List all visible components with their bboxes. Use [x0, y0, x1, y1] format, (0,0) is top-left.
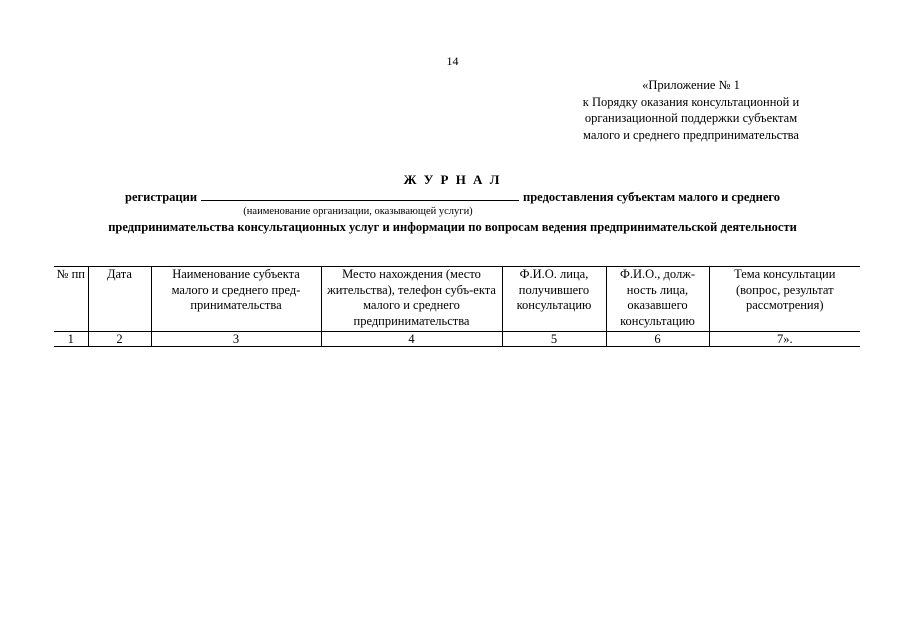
- journal-subtitle: предпринимательства консультационных услуг и информации по вопросам ведения предпринимательской деятельности: [108, 220, 797, 234]
- journal-table: [54, 266, 860, 347]
- appendix-line: к Порядку оказания консультационной и: [582, 94, 800, 109]
- table-cell: 5: [502, 332, 606, 347]
- table-cell: 3: [151, 332, 321, 347]
- table-cell: 2: [88, 332, 151, 347]
- table-cell: 7».: [709, 332, 860, 347]
- organization-blank: [201, 189, 519, 201]
- column-header: Ф.И.О. лица, получившего консультацию: [502, 267, 606, 332]
- table-cell: 1: [54, 332, 88, 347]
- column-header: Дата: [88, 267, 151, 332]
- column-header: Ф.И.О., долж-ность лица, оказавшего консультацию: [606, 267, 709, 332]
- appendix-line: малого и среднего предпринимательства: [583, 127, 799, 142]
- header-row: [54, 267, 860, 332]
- column-header: Наименование субъекта малого и среднего пред-принимательства: [151, 267, 321, 332]
- table-cell: 6: [606, 332, 709, 347]
- appendix-line: организационной поддержки субъектам: [584, 111, 798, 125]
- page-number: 14: [446, 54, 459, 68]
- journal-title: Ж У Р Н А Л: [403, 172, 502, 187]
- table-row: [54, 332, 860, 347]
- column-header: Тема консультации (вопрос, результат рассмотрения): [709, 267, 860, 332]
- table-cell: 4: [321, 332, 502, 347]
- column-header: № пп: [54, 267, 88, 332]
- registration-prefix: регистрации: [125, 190, 198, 204]
- organization-caption: (наименование организации, оказывающей услуги): [243, 206, 473, 217]
- registration-line: [0, 189, 905, 205]
- appendix-block: [541, 77, 841, 143]
- registration-suffix: предоставления субъектам малого и среднего: [523, 190, 780, 204]
- column-header: Место нахождения (место жительства), телефон субъ-екта малого и среднего предпринимательства: [321, 267, 502, 332]
- appendix-line: «Приложение № 1: [642, 78, 740, 92]
